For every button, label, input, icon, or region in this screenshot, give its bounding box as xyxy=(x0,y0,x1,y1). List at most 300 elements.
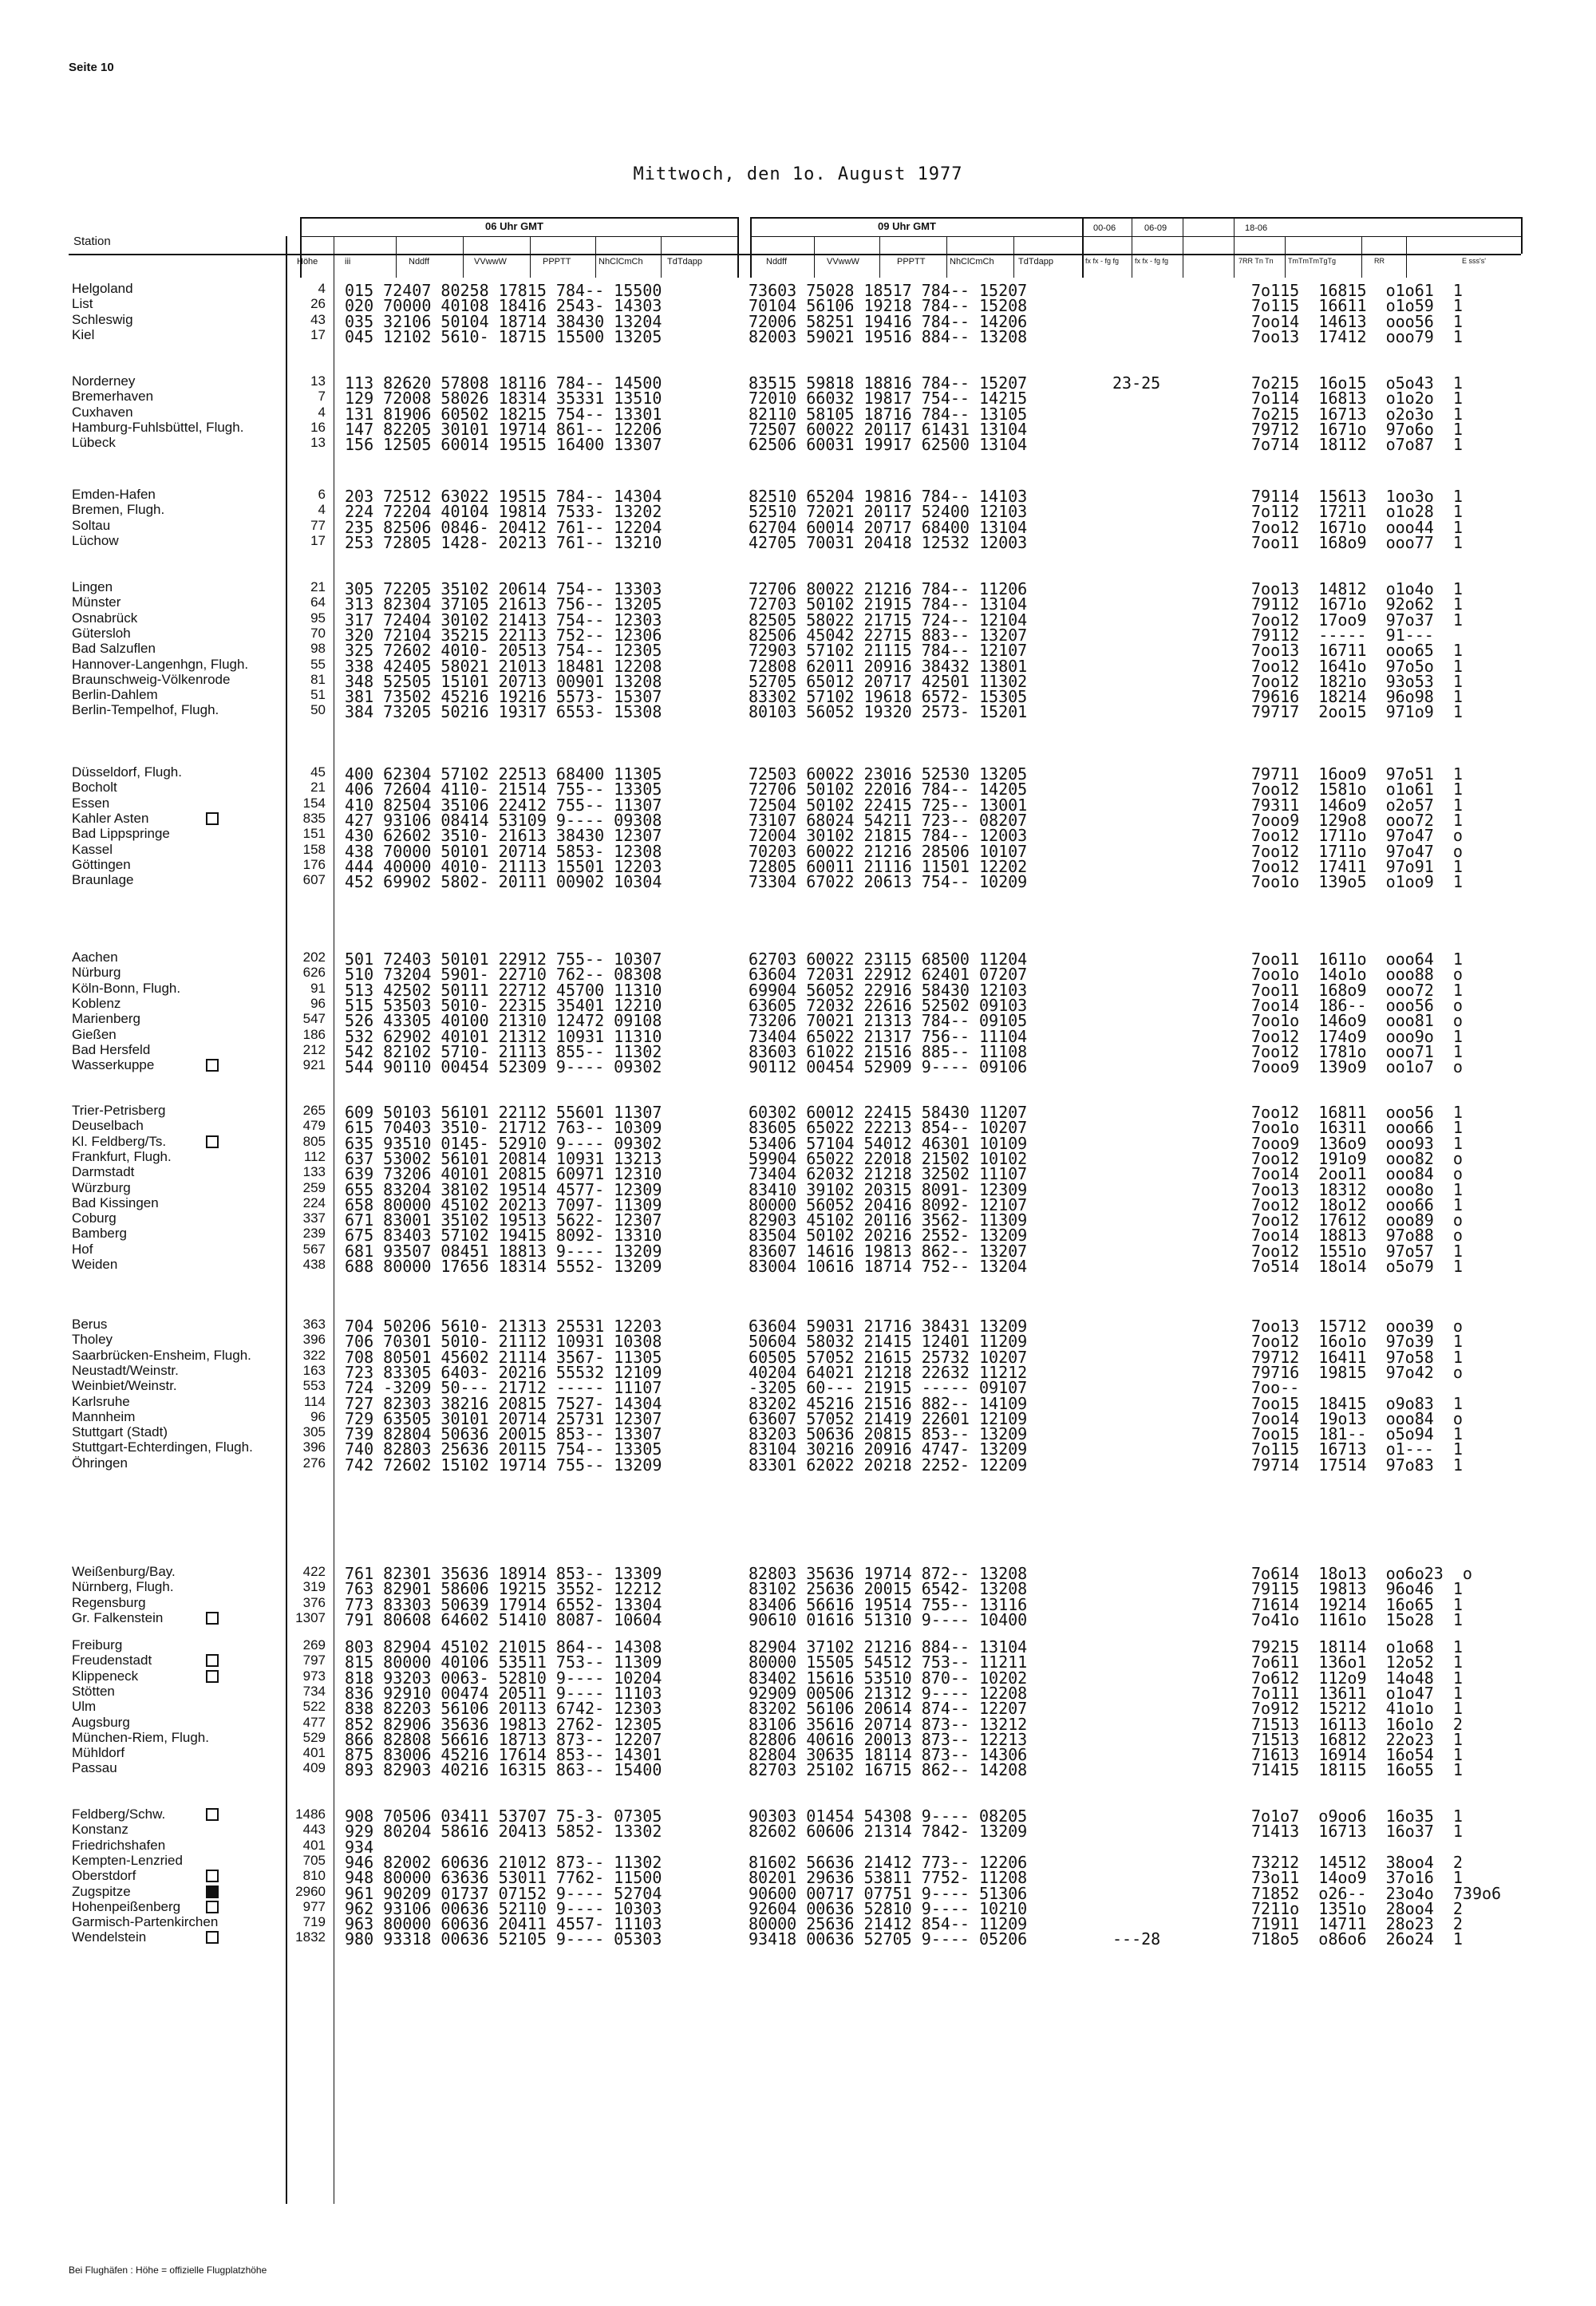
table-row xyxy=(0,1455,1596,1475)
station-name: Bad Salzuflen xyxy=(72,641,156,657)
extreme-values: 79717 2oo15 971o9 1 xyxy=(1251,702,1463,722)
extreme-values: 7oo14 14613 ooo56 1 xyxy=(1251,311,1463,331)
extreme-values: 7oo12 17411 97o91 1 xyxy=(1251,856,1463,876)
obs-06-utc: 438 70000 50101 20714 5853- 12308 xyxy=(345,841,662,861)
station-elevation: 1486 xyxy=(295,1806,326,1822)
table-row xyxy=(0,579,1596,598)
period-1806-header: 18-06 xyxy=(1245,223,1268,233)
obs-09-utc: 83202 56106 20614 874-- 12207 xyxy=(749,1699,1028,1719)
station-name: Frankfurt, Flugh. xyxy=(72,1148,172,1164)
extreme-values: 7oo15 181-- o5o94 1 xyxy=(1251,1424,1463,1444)
table-row xyxy=(0,625,1596,645)
obs-09-utc: 72808 62011 20916 38432 13801 xyxy=(749,656,1028,676)
station-name: Cuxhaven xyxy=(72,404,133,420)
extreme-values: 7oo12 191o9 ooo82 o xyxy=(1251,1148,1463,1168)
extreme-values: 7ooo9 129o8 ooo72 1 xyxy=(1251,810,1463,830)
station-name: Bad Hersfeld xyxy=(72,1041,151,1057)
obs-06-utc: 609 50103 56101 22112 55601 11307 xyxy=(345,1103,662,1122)
obs-06-utc: 203 72512 63022 19515 784-- 14304 xyxy=(345,487,662,506)
extreme-values: 7oo13 16711 ooo65 1 xyxy=(1251,641,1463,661)
footer-note: Bei Flughäfen : Höhe = offizielle Flugplatzhöhe xyxy=(69,2265,267,2276)
station-elevation: 45 xyxy=(310,764,326,780)
obs-09-utc: 83004 10616 18714 752-- 13204 xyxy=(749,1257,1028,1276)
vvwww-header-09: VVwwW xyxy=(827,257,859,267)
obs-06-utc: 761 82301 35636 18914 853-- 13309 xyxy=(345,1564,662,1583)
obs-06-utc: 893 82903 40216 16315 863-- 15400 xyxy=(345,1760,662,1780)
station-name: Regensburg xyxy=(72,1594,146,1610)
station-elevation: 6 xyxy=(318,487,326,502)
obs-06-utc: 452 69902 5802- 20111 00902 10304 xyxy=(345,872,662,892)
obs-06-utc: 513 42502 50111 22712 45700 11310 xyxy=(345,980,662,1000)
obs-09-utc: 83515 59818 18816 784-- 15207 xyxy=(749,373,1028,393)
station-name: Oberstdorf xyxy=(72,1868,136,1884)
station-elevation: 529 xyxy=(302,1729,326,1745)
obs-06-utc: 020 70000 40108 18416 2543- 14303 xyxy=(345,296,662,316)
obs-09-utc: 73603 75028 18517 784-- 15207 xyxy=(749,281,1028,300)
table-row xyxy=(0,995,1596,1015)
station-elevation: 567 xyxy=(302,1241,326,1257)
extreme-values: 7o215 16o15 o5o43 1 xyxy=(1251,373,1463,393)
station-elevation: 43 xyxy=(310,311,326,327)
station-name: Hof xyxy=(72,1241,93,1257)
station-elevation: 1832 xyxy=(295,1929,326,1945)
table-row xyxy=(0,1362,1596,1382)
table-row xyxy=(0,702,1596,722)
obs-06-utc: 803 82904 45102 21015 864-- 14308 xyxy=(345,1637,662,1656)
station-name: Lingen xyxy=(72,579,113,594)
station-elevation: 70 xyxy=(310,625,326,641)
station-elevation: 91 xyxy=(310,980,326,996)
obs-09-utc: 42705 70031 20418 12532 12003 xyxy=(749,532,1028,552)
obs-06-utc: 542 82102 5710- 21113 855-- 11302 xyxy=(345,1041,662,1061)
obs-09-utc: 83302 57102 19618 6572- 15305 xyxy=(749,687,1028,707)
station-elevation: 176 xyxy=(302,856,326,872)
obs-06-utc: 836 92910 00474 20511 9---- 11103 xyxy=(345,1683,662,1703)
station-elevation: 17 xyxy=(310,532,326,548)
station-name: Mühldorf xyxy=(72,1745,125,1761)
obs-09-utc: 90600 00717 07751 9---- 51306 xyxy=(749,1883,1028,1903)
obs-06-utc: 791 80608 64602 51410 8087- 10604 xyxy=(345,1609,662,1629)
table-row xyxy=(0,1393,1596,1413)
station-elevation: 422 xyxy=(302,1564,326,1579)
extreme-values: 7oo14 2oo11 ooo84 o xyxy=(1251,1164,1463,1184)
table-row xyxy=(0,1133,1596,1153)
obs-09-utc: 92909 00506 21312 9---- 12208 xyxy=(749,1683,1028,1703)
obs-06-utc: 727 82303 38216 20815 7527- 14304 xyxy=(345,1393,662,1413)
obs-06-utc: 929 80204 58616 20413 5852- 13302 xyxy=(345,1822,662,1842)
station-elevation: 77 xyxy=(310,517,326,533)
extreme-values: 7oo13 14812 o1o4o 1 xyxy=(1251,579,1463,598)
extreme-values: 79311 146o9 o2o57 1 xyxy=(1251,795,1463,815)
obs-09-utc: 73404 65022 21317 756-- 11104 xyxy=(749,1026,1028,1046)
obs-09-utc: 72507 60022 20117 61431 13104 xyxy=(749,419,1028,439)
rr-header: RR xyxy=(1374,257,1385,265)
table-row xyxy=(0,656,1596,676)
station-elevation: 835 xyxy=(302,810,326,826)
extreme-values: 7oo1o 139o5 o1oo9 1 xyxy=(1251,872,1463,892)
station-name: Köln-Bonn, Flugh. xyxy=(72,980,181,996)
extreme-values: 7oo12 1641o 97o5o 1 xyxy=(1251,656,1463,676)
obs-09-utc: 83202 45216 21516 882-- 14109 xyxy=(749,1393,1028,1413)
obs-09-utc: 82804 30635 18114 873-- 14306 xyxy=(749,1745,1028,1765)
table-row xyxy=(0,1745,1596,1765)
station-elevation: 805 xyxy=(302,1133,326,1149)
station-elevation: 269 xyxy=(302,1637,326,1653)
obs-09-utc: 80103 56052 19320 2573- 15201 xyxy=(749,702,1028,722)
obs-09-utc: 90303 01454 54308 9---- 08205 xyxy=(749,1806,1028,1826)
extreme-values: 71852 o26-- 23o4o 739o6 xyxy=(1251,1883,1502,1903)
obs-06-utc: 934 xyxy=(345,1837,374,1857)
station-elevation: 202 xyxy=(302,950,326,965)
extreme-values: 7oo12 17oo9 97o37 1 xyxy=(1251,610,1463,630)
hoehe-column-header: Höhe xyxy=(297,257,318,267)
extreme-values: 718o5 o86o6 26o24 1 xyxy=(1251,1929,1463,1949)
station-name: Hannover-Langenhgn, Flugh. xyxy=(72,656,249,672)
station-elevation: 21 xyxy=(310,780,326,796)
table-row xyxy=(0,826,1596,846)
obs-09-utc: 82806 40616 20013 873-- 12213 xyxy=(749,1729,1028,1749)
extreme-values: 7oo13 15712 ooo39 o xyxy=(1251,1317,1463,1336)
station-elevation: 396 xyxy=(302,1332,326,1348)
gmt09-header: 09 Uhr GMT xyxy=(878,220,936,232)
station-elevation: 50 xyxy=(310,702,326,718)
obs-06-utc: 962 93106 00636 52110 9---- 10303 xyxy=(345,1898,662,1918)
table-row xyxy=(0,1637,1596,1656)
obs-06-utc: 961 90209 01737 07152 9---- 52704 xyxy=(345,1883,662,1903)
obs-06-utc: 639 73206 40101 20815 60971 12310 xyxy=(345,1164,662,1184)
station-name: Emden-Hafen xyxy=(72,487,156,502)
obs-09-utc: 73304 67022 20613 754-- 10209 xyxy=(749,872,1028,892)
open-box-icon xyxy=(206,1901,219,1913)
station-elevation: 51 xyxy=(310,687,326,703)
station-elevation: 239 xyxy=(302,1226,326,1242)
obs-09-utc: 59904 65022 22018 21502 10102 xyxy=(749,1148,1028,1168)
obs-06-utc: 637 53002 56101 20814 10931 13213 xyxy=(345,1148,662,1168)
station-name: Wasserkuppe xyxy=(72,1057,155,1073)
extreme-values: 7oo12 16811 ooo56 1 xyxy=(1251,1103,1463,1122)
obs-06-utc: 430 62602 3510- 21613 38430 12307 xyxy=(345,826,662,846)
table-row xyxy=(0,1714,1596,1734)
obs-06-utc: 615 70403 3510- 21712 763-- 10309 xyxy=(345,1118,662,1138)
station-elevation: 96 xyxy=(310,1408,326,1424)
station-elevation: 305 xyxy=(302,1424,326,1440)
obs-06-utc: 313 82304 37105 21613 756-- 13205 xyxy=(345,594,662,614)
extreme-values: 79714 17514 97o83 1 xyxy=(1251,1455,1463,1475)
station-elevation: 797 xyxy=(302,1653,326,1668)
obs-06-utc: 235 82506 0846- 20412 761-- 12204 xyxy=(345,517,662,537)
tdtdapp-header-09: TdTdapp xyxy=(1018,257,1054,267)
obs-09-utc: 83301 62022 20218 2252- 12209 xyxy=(749,1455,1028,1475)
obs-09-utc: 83504 50102 20216 2552- 13209 xyxy=(749,1226,1028,1246)
period-0006-header: 00-06 xyxy=(1093,223,1116,233)
table-row xyxy=(0,435,1596,455)
table-row xyxy=(0,281,1596,300)
obs-06-utc: 655 83204 38102 19514 4577- 12309 xyxy=(345,1179,662,1199)
station-name: Würzburg xyxy=(72,1179,131,1195)
obs-06-utc: 305 72205 35102 20614 754-- 13303 xyxy=(345,579,662,598)
obs-06-utc: 875 83006 45216 17614 853-- 14301 xyxy=(345,1745,662,1765)
table-row xyxy=(0,1179,1596,1199)
station-elevation: 163 xyxy=(302,1362,326,1378)
station-name: Öhringen xyxy=(72,1455,128,1471)
station-name: Wendelstein xyxy=(72,1929,147,1945)
obs-09-utc: 63604 59031 21716 38431 13209 xyxy=(749,1317,1028,1336)
table-row xyxy=(0,1378,1596,1398)
open-box-icon xyxy=(206,1870,219,1882)
station-name: Gütersloh xyxy=(72,625,131,641)
table-row xyxy=(0,1439,1596,1459)
obs-06-utc: 704 50206 5610- 21313 25531 12203 xyxy=(345,1317,662,1336)
ppptt-header-06: PPPTT xyxy=(543,257,571,267)
open-box-icon xyxy=(206,1654,219,1667)
table-row xyxy=(0,671,1596,691)
extreme-values: 7o114 16813 o1o2o 1 xyxy=(1251,389,1463,409)
station-name: Berlin-Tempelhof, Flugh. xyxy=(72,702,219,718)
table-row xyxy=(0,1408,1596,1428)
table-row xyxy=(0,1653,1596,1672)
obs-09-utc: 80201 29636 53811 7752- 11208 xyxy=(749,1868,1028,1888)
table-row xyxy=(0,1347,1596,1367)
extreme-values: 7oo13 17412 ooo79 1 xyxy=(1251,326,1463,346)
extreme-values: 7oo12 17612 ooo89 o xyxy=(1251,1210,1463,1230)
station-elevation: 224 xyxy=(302,1194,326,1210)
extreme-values: 7o41o 1161o 15o28 1 xyxy=(1251,1609,1463,1629)
obs-09-utc: 90610 01616 51310 9---- 10400 xyxy=(749,1609,1028,1629)
nddff-header-09: Nddff xyxy=(766,257,788,267)
obs-09-utc: 82602 60606 21314 7842- 13209 xyxy=(749,1822,1028,1842)
table-row xyxy=(0,1210,1596,1230)
obs-06-utc: 739 82804 50636 20015 853-- 13307 xyxy=(345,1424,662,1444)
obs-06-utc: 381 73502 45216 19216 5573- 15307 xyxy=(345,687,662,707)
extreme-values: 7o112 17211 o1o28 1 xyxy=(1251,502,1463,522)
obs-09-utc: 82803 35636 19714 872-- 13208 xyxy=(749,1564,1028,1583)
extreme-values: 79112 1671o 92o62 1 xyxy=(1251,594,1463,614)
obs-09-utc: 72010 66032 19817 754-- 14215 xyxy=(749,389,1028,409)
extreme-values: 7o115 16815 o1o61 1 xyxy=(1251,281,1463,300)
tdtdapp-header-06: TdTdapp xyxy=(667,257,703,267)
station-elevation: 973 xyxy=(302,1668,326,1684)
table-row xyxy=(0,980,1596,1000)
obs-09-utc: 83605 65022 22213 854-- 10207 xyxy=(749,1118,1028,1138)
obs-09-utc: 62704 60014 20717 68400 13104 xyxy=(749,517,1028,537)
table-row xyxy=(0,1822,1596,1842)
station-name: Berlin-Dahlem xyxy=(72,687,158,703)
table-row xyxy=(0,1317,1596,1336)
obs-06-utc: 946 82002 60636 21012 873-- 11302 xyxy=(345,1852,662,1872)
gust-header-2: fx fx - fg fg xyxy=(1135,257,1169,265)
obs-06-utc: 908 70506 03411 53707 75-3- 07305 xyxy=(345,1806,662,1826)
obs-09-utc: 73206 70021 21313 784-- 09105 xyxy=(749,1011,1028,1031)
station-name: Gr. Falkenstein xyxy=(72,1609,164,1625)
station-elevation: 158 xyxy=(302,841,326,857)
extreme-values: 7oo11 1611o ooo64 1 xyxy=(1251,950,1463,969)
obs-09-utc: 82904 37102 21216 884-- 13104 xyxy=(749,1637,1028,1656)
station-elevation: 401 xyxy=(302,1837,326,1853)
gust-header-1: fx fx - fg fg xyxy=(1085,257,1120,265)
obs-09-utc: 82110 58105 18716 784-- 13105 xyxy=(749,404,1028,424)
station-name: Lübeck xyxy=(72,435,116,451)
obs-09-utc: 80000 56052 20416 8092- 12107 xyxy=(749,1194,1028,1214)
station-elevation: 212 xyxy=(302,1041,326,1057)
station-elevation: 438 xyxy=(302,1257,326,1272)
station-name: Koblenz xyxy=(72,995,121,1011)
extreme-values: 71513 16113 16o1o 2 xyxy=(1251,1714,1463,1734)
table-row xyxy=(0,487,1596,506)
obs-06-utc: 406 72604 4110- 21514 755-- 13305 xyxy=(345,780,662,800)
table-row xyxy=(0,1011,1596,1031)
station-name: Nürnberg, Flugh. xyxy=(72,1579,174,1595)
station-name: Augsburg xyxy=(72,1714,130,1730)
station-elevation: 151 xyxy=(302,826,326,842)
obs-09-utc: 62703 60022 23115 68500 11204 xyxy=(749,950,1028,969)
e-header: E sss's' xyxy=(1462,257,1486,265)
station-elevation: 553 xyxy=(302,1378,326,1394)
obs-09-utc: 90112 00454 52909 9---- 09106 xyxy=(749,1057,1028,1077)
obs-06-utc: 681 93507 08451 18813 9---- 13209 xyxy=(345,1241,662,1261)
table-row xyxy=(0,1914,1596,1934)
station-name: Freudenstadt xyxy=(72,1653,152,1668)
extreme-values: 7o215 16713 o2o3o 1 xyxy=(1251,404,1463,424)
station-elevation: 154 xyxy=(302,795,326,811)
obs-06-utc: 526 43305 40100 21310 12472 09108 xyxy=(345,1011,662,1031)
station-name: Weiden xyxy=(72,1257,118,1272)
gmt06-header: 06 Uhr GMT xyxy=(485,220,543,232)
station-name: München-Riem, Flugh. xyxy=(72,1729,209,1745)
station-elevation: 81 xyxy=(310,671,326,687)
obs-06-utc: 045 12102 5610- 18715 15500 13205 xyxy=(345,326,662,346)
table-row xyxy=(0,296,1596,316)
open-box-icon xyxy=(206,1808,219,1821)
station-elevation: 401 xyxy=(302,1745,326,1761)
extreme-values: 71513 16812 22o23 1 xyxy=(1251,1729,1463,1749)
obs-09-utc: 82510 65204 19816 784-- 14103 xyxy=(749,487,1028,506)
open-box-icon xyxy=(206,1670,219,1683)
date-title: Mittwoch, den 1o. August 1977 xyxy=(633,164,963,184)
obs-09-utc: 62506 60031 19917 62500 13104 xyxy=(749,435,1028,455)
station-elevation: 4 xyxy=(318,404,326,420)
extreme-values: 7o1o7 o9oo6 16o35 1 xyxy=(1251,1806,1463,1826)
station-name: Nürburg xyxy=(72,965,121,981)
extreme-values: 71415 18115 16o55 1 xyxy=(1251,1760,1463,1780)
station-name: Weißenburg/Bay. xyxy=(72,1564,176,1579)
station-name: Bamberg xyxy=(72,1226,127,1242)
station-name: Ulm xyxy=(72,1699,97,1715)
extreme-values: 7o115 16713 o1--- 1 xyxy=(1251,1439,1463,1459)
station-elevation: 21 xyxy=(310,579,326,594)
obs-06-utc: 253 72805 1428- 20213 761-- 13210 xyxy=(345,532,662,552)
station-elevation: 363 xyxy=(302,1317,326,1332)
station-elevation: 96 xyxy=(310,995,326,1011)
extreme-values: 7o111 13611 o1o47 1 xyxy=(1251,1683,1463,1703)
station-name: Bocholt xyxy=(72,780,117,796)
obs-06-utc: 515 53503 5010- 22315 35401 12210 xyxy=(345,995,662,1015)
obs-06-utc: 147 82205 30101 19714 861-- 12206 xyxy=(345,419,662,439)
station-name: Bremen, Flugh. xyxy=(72,502,165,518)
station-name: Hohenpeißenberg xyxy=(72,1898,181,1914)
extreme-values: 7oo12 16o1o 97o39 1 xyxy=(1251,1332,1463,1352)
table-row xyxy=(0,780,1596,800)
obs-09-utc: 83406 56616 19514 755-- 13116 xyxy=(749,1594,1028,1614)
station-elevation: 7 xyxy=(318,389,326,405)
table-row xyxy=(0,1424,1596,1444)
table-row xyxy=(0,1041,1596,1061)
extreme-values: 7oo13 18312 ooo8o 1 xyxy=(1251,1179,1463,1199)
table-row xyxy=(0,1257,1596,1276)
station-elevation: 705 xyxy=(302,1852,326,1868)
obs-09-utc: 93418 00636 52705 9---- 05206 xyxy=(749,1929,1028,1949)
obs-06-utc: 224 72204 40104 19814 7533- 13202 xyxy=(345,502,662,522)
table-row xyxy=(0,1729,1596,1749)
station-elevation: 112 xyxy=(303,1148,326,1164)
obs-09-utc: 52510 72021 20117 52400 12103 xyxy=(749,502,1028,522)
ppptt-header-09: PPPTT xyxy=(897,257,926,267)
table-row xyxy=(0,687,1596,707)
extreme-values: 7oo12 1671o ooo44 1 xyxy=(1251,517,1463,537)
station-elevation: 95 xyxy=(310,610,326,626)
nhclcmch-header-06: NhClCmCh xyxy=(598,257,643,267)
obs-06-utc: 015 72407 80258 17815 784-- 15500 xyxy=(345,281,662,300)
table-row xyxy=(0,872,1596,892)
station-elevation: 322 xyxy=(302,1347,326,1363)
extreme-values: 7oo12 1551o 97o57 1 xyxy=(1251,1241,1463,1261)
extreme-values: 7o912 15212 41o1o 1 xyxy=(1251,1699,1463,1719)
obs-06-utc: 635 93510 0145- 52910 9---- 09302 xyxy=(345,1133,662,1153)
station-name: Aachen xyxy=(72,950,118,965)
extreme-values: 7oo11 168o9 ooo77 1 xyxy=(1251,532,1463,552)
table-row xyxy=(0,1898,1596,1918)
station-name: Hamburg-Fuhlsbüttel, Flugh. xyxy=(72,419,244,435)
obs-06-utc: 838 82203 56106 20113 6742- 12303 xyxy=(345,1699,662,1719)
extreme-values: 79616 18214 96o98 1 xyxy=(1251,687,1463,707)
filled-box-icon xyxy=(206,1885,219,1898)
station-name: Feldberg/Schw. xyxy=(72,1806,166,1822)
station-elevation: 443 xyxy=(302,1822,326,1838)
station-elevation: 64 xyxy=(310,594,326,610)
obs-09-utc: 81602 56636 21412 773-- 12206 xyxy=(749,1852,1028,1872)
obs-06-utc: 427 93106 08414 53109 9---- 09308 xyxy=(345,810,662,830)
obs-06-utc: 410 82504 35106 22412 755-- 11307 xyxy=(345,795,662,815)
station-name: Lüchow xyxy=(72,532,119,548)
obs-06-utc: 384 73205 50216 19317 6553- 15308 xyxy=(345,702,662,722)
extreme-values: 7o614 18o13 oo6o23 o xyxy=(1251,1564,1472,1583)
obs-06-utc: 742 72602 15102 19714 755-- 13209 xyxy=(345,1455,662,1475)
table-row xyxy=(0,517,1596,537)
station-elevation: 13 xyxy=(310,373,326,389)
obs-06-utc: 325 72602 4010- 20513 754-- 12305 xyxy=(345,641,662,661)
extreme-values: 7oo14 19o13 ooo84 o xyxy=(1251,1408,1463,1428)
station-name: Bad Kissingen xyxy=(72,1194,159,1210)
extreme-values: 7o115 16611 o1o59 1 xyxy=(1251,296,1463,316)
nhclcmch-header-09: NhClCmCh xyxy=(950,257,994,267)
table-row xyxy=(0,1118,1596,1138)
obs-09-utc: 83102 25636 20015 6542- 13208 xyxy=(749,1579,1028,1599)
obs-06-utc: 818 93203 0063- 52810 9---- 10204 xyxy=(345,1668,662,1688)
table-row xyxy=(0,1564,1596,1583)
obs-06-utc: 729 63505 30101 20714 25731 12307 xyxy=(345,1408,662,1428)
table-row xyxy=(0,594,1596,614)
page-label: Seite 10 xyxy=(69,61,114,74)
obs-09-utc: 83410 39102 20315 8091- 12309 xyxy=(749,1179,1028,1199)
extreme-values: 7oo12 1821o 93o53 1 xyxy=(1251,671,1463,691)
extreme-values: 7o611 136o1 12o52 1 xyxy=(1251,1653,1463,1672)
obs-06-utc: 348 52505 15101 20713 00901 13208 xyxy=(345,671,662,691)
extreme-values: 7o612 112o9 14o48 1 xyxy=(1251,1668,1463,1688)
gust-value: ---28 xyxy=(1112,1929,1161,1949)
nddff-header-06: Nddff xyxy=(409,257,430,267)
open-box-icon xyxy=(206,1612,219,1625)
station-elevation: 977 xyxy=(302,1898,326,1914)
obs-09-utc: 82703 25102 16715 862-- 14208 xyxy=(749,1760,1028,1780)
